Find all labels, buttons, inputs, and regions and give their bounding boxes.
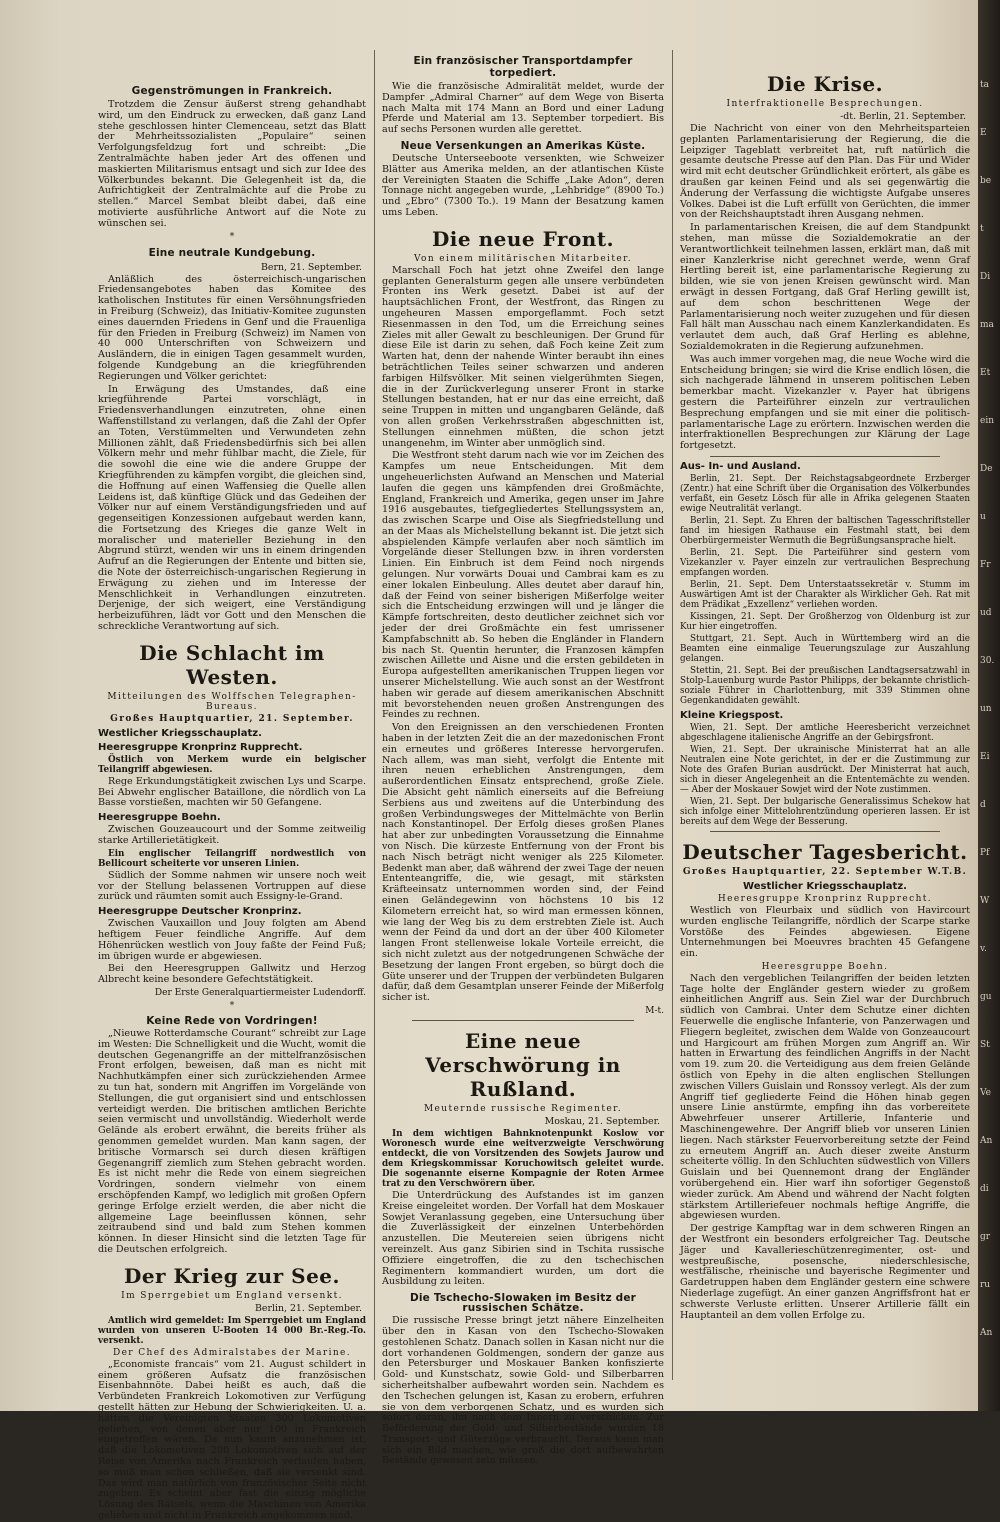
section-heading: Westlicher Kriegsschauplatz. xyxy=(743,880,907,892)
paragraph: Was auch immer vorgehen mag, die neue Woche wird die Entscheidung bringen; sie wird die Krise endlich lösen, die sich nachgerade lähmend in unserem politischen Leben bemerkbar macht. Vizekanzler v. Payer hat übrigens gestern die Parteiführer einzeln zur vertraulichen Besprechung empfangen und sie mit einer die politisch-parlamentarische Lage zu erörtern. Inzwischen werden die interfraktionellen Besprechungen zur Klärung der Lage fortgesetzt. xyxy=(680,353,970,452)
paragraph: Deutsche Unterseeboote versenkten, wie Schweizer Blätter aus Amerika melden, an der atlantischen Küste der Vereinigten Staaten die Schiffe „Lake Adon“, deren Tonnage nicht angegeben wurde, „Lehbridge“ (8900 To.) und „Ebro“ (7300 To.). 19 Mann der Besatzung kamen ums Leben. xyxy=(382,152,664,218)
section-heading: Aus- In- und Ausland. xyxy=(680,460,801,472)
gutter-fragment: d xyxy=(980,800,986,810)
subheadline: Im Sperrgebiet um England versenkt. xyxy=(121,1290,343,1301)
paragraph: In dem wichtigen Bahnknotenpunkt Koslow vor Woronesch wurde eine weitverzweigte Verschwörung entdeckt, die von Vorsitzenden des Sowjets Jaurow und dem Kriegskommissar Koruchowitsch geleitet wurde. Die sogenannte eiserne Kompagnie der Roten Armee trat zu den Verschwörern über. xyxy=(382,1128,664,1189)
column-rule xyxy=(672,50,673,1380)
paragraph: Stettin, 21. Sept. Bei der preußischen Landtagsersatzwahl in Stolp-Lauenburg wurde Pastor Philipps, der bekannte christlich-soziale Führer in Charlottenburg, mit 339 Stimmen ohne Gegenkandidaten gewählt. xyxy=(680,665,970,706)
gutter-fragment: ru xyxy=(980,1280,991,1290)
dateline: Moskau, 21. September. xyxy=(544,1115,660,1127)
paragraph: Stuttgart, 21. Sept. Auch in Württemberg wird an die Beamten eine einmalige Teuerungszulage zur Auszahlung gelangen. xyxy=(680,633,970,664)
gutter-fragment: Fr xyxy=(980,560,991,570)
gutter-fragment: W xyxy=(980,896,990,906)
dateline: -dt. Berlin, 21. September. xyxy=(840,111,966,122)
paragraph: In parlamentarischen Kreisen, die auf dem Standpunkt stehen, man müsse die Sozialdemokratie an der Verantwortlichkeit teilnehmen lassen, erklärt man, daß mit einer Kanzlerkrise nicht gerechnet werde, wenn Graf Hertling bereit ist, eine parlamentarische Regierung zu bilden, wie sie von jenen Kreisen gewünscht wird. Man erwägt in dessen Fortgang, daß Graf Herling gewillt ist, auf dem schon beschrittenen Wege der Parlamentarisierung noch weiter zuzugehen und für diesen Fall hält man Ausschau nach einem Kanzlerkandidaten. Es verlautet dem auch, daß Graf Herling es ablehne, Sozialdemokraten in die Regierung aufzunehmen. xyxy=(680,222,970,352)
headline-large: Der Krieg zur See. xyxy=(123,1263,340,1288)
paragraph: Westlich von Fleurbaix und südlich von Havircourt wurden englische Teilangriffe, nördlich der Scarpe starke Vorstöße des Feindes abgewiesen. Eigene Unternehmungen bei Moeuvres brachten 45 Gefangene ein. xyxy=(680,904,970,960)
paragraph: Anläßlich des österreichisch-ungarischen Friedensangebotes haben das Komitee des katholischen Institutes für einen Versöhnungsfrieden in Freiburg (Schweiz), das Initiativ-Komitee zugunsten eines dauernden Friedens in Genf und die Frauenliga für den Frieden in Freiburg (Schweiz) im Namen von 40 000 Unterschriften von Schweizern und Ausländern, die in einigen Tagen gesammelt wurden, folgende Kundgebung an die kriegführenden Regierungen und Völker gerichtet: xyxy=(98,273,366,382)
gutter-fragment: De xyxy=(980,464,993,474)
gutter-fragment: u xyxy=(980,512,986,522)
paragraph: Zwischen Gouzeaucourt und der Somme zeitweilig starke Artillerietätigkeit. xyxy=(98,824,366,847)
gutter-fragment: ma xyxy=(980,320,994,330)
paragraph: Wie die französische Admiralität meldet, wurde der Dampfer „Admiral Charner“ auf dem Wege von Biserta nach Malta mit 174 Mann an Bord und einer Ladung Pferde und Material am 13. September torpediert. Bis auf sechs Personen wurden alle gerettet. xyxy=(382,81,664,136)
paragraph: Ein englischer Teilangriff nordwestlich von Bellicourt scheiterte vor unseren Linien. xyxy=(98,848,366,869)
paragraph: Amtlich wird gemeldet: Im Sperrgebiet um England wurden von unseren U-Booten 14 000 Br.-Reg.-To. versenkt. xyxy=(98,1315,366,1346)
subheadline: Von einem militärischen Mitarbeiter. xyxy=(413,253,633,264)
headline: Die Tschecho-Slowaken im Besitz der russischen Schätze. xyxy=(409,1292,637,1315)
paragraph: Südlich der Somme nahmen wir unsere noch weit vor der Stellung belassenen Vortruppen auf diese zurück und räumten somit auch Essigny-le-Grand. xyxy=(98,869,366,903)
headline-large: Deutscher Tagesbericht. xyxy=(682,839,968,864)
column-rule xyxy=(374,50,375,1380)
paragraph: Berlin, 21. Sept. Der Reichstagsabgeordnete Erzberger (Zentr.) hat eine Schrift über die Organisation des Völkerbundes verfaßt, ein Gesetz Lösch für alle in Afrika gelegenen Staaten ewige Neutralität verlangt. xyxy=(680,473,970,514)
gutter-fragment: Di xyxy=(980,272,991,282)
gutter-fragment: be xyxy=(980,176,992,186)
headline: Ein französischer Transportdampfer torpediert. xyxy=(413,55,633,79)
signature: Der Chef des Admiralstabes der Marine. xyxy=(112,1347,352,1358)
section-heading: Westlicher Kriegsschauplatz. xyxy=(98,727,262,739)
gutter-fragment: An xyxy=(980,1328,993,1338)
gutter-fragment: v. xyxy=(980,944,987,954)
gutter-fragment: 30. xyxy=(980,656,995,666)
hq-line: Großes Hauptquartier, 22. September W.T.B. xyxy=(682,866,968,877)
gutter-fragment: un xyxy=(980,704,992,714)
paragraph: Trotzdem die Zensur äußerst streng gehandhabt wird, um den Eindruck zu erwecken, daß ganz Land stehe geschlossen hinter Clemenceau, setzt das Blatt der Mehrheitssozialisten „Populaire“ seinen Verfolgungsfeldzug fort und schreibt: „Die Zentralmächte haben jeder Art des offenen und maskierten Militarismus entsagt und sich zur Idee des Völkerbundes bekannt. Die Gelegenheit ist da, die Aufrichtigkeit der Zentralmächte auf die Probe zu stellen.“ Marcel Sembat bleibt dabei, daß eine motivierte ausführliche Antwort auf die Note zu wünschen sei. xyxy=(98,99,366,229)
subheadline: Interfraktionelle Besprechungen. xyxy=(726,99,924,109)
binding-gutter xyxy=(978,0,1000,1411)
gutter-fragment: E xyxy=(980,128,987,138)
army-group-heading: Heeresgruppe Boehn. xyxy=(98,812,221,824)
hq-line: Großes Hauptquartier, 21. September. xyxy=(110,713,354,724)
divider xyxy=(710,456,940,457)
army-group-heading: Heeresgruppe Boehn. xyxy=(761,961,889,972)
paragraph: Bei den Heeresgruppen Gallwitz und Herzog Albrecht keine besondere Gefechtstätigkeit. xyxy=(98,963,366,986)
army-group-heading: Heeresgruppe Kronprinz Rupprecht. xyxy=(717,893,933,904)
headline-large: Die Krise. xyxy=(766,72,884,96)
gutter-fragment: di xyxy=(980,1184,989,1194)
gutter-fragment: gu xyxy=(980,992,992,1002)
paragraph: Wien, 21. Sept. Der amtliche Heeresbericht verzeichnet abgeschlagene italienische Angriffe an der Gebirgsfront. xyxy=(680,722,970,743)
column-3 xyxy=(680,64,970,1394)
gutter-fragment: St xyxy=(980,1040,990,1050)
column-2 xyxy=(382,50,664,1467)
headline-large: Die neue Front. xyxy=(431,226,615,251)
paragraph: Nach den vergeblichen Teilangriffen der beiden letzten Tage holte der Engländer gestern wieder zu großem einheitlichen Angriff aus. Sein Ziel war der Durchbruch südlich von Cambrai. Unter dem Schutze einer dichten Feuerwelle die englische Infanterie, von Panzerwagen und Fliegern begleitet, zwischen dem Walde von Gonzeaucourt und Hargicourt am frühen Morgen zum Angriff an. Wir hatten in Erwartung des feindlichen Angriffs in der Nacht vom 19. zum 20. die Verteidigung aus dem freien Gelände östlich von Epehy in die alten englischen Stellungen zwischen Villers Guislain und Ronssoy verlegt. Als der zum Angriff tief gegliederte Feind die Höhen hinab gegen unsere Linie anstürmte, empfing ihn das vorbereitete Abwehrfeuer unserer Artillerie, Infanterie und Maschinengewehre. Der Angriff blieb vor unseren Linien liegen. Nach stärkster Feuervorbereitung setzte der Feind zu erneutem Angriff an. Auch dieser zweite Ansturm scheiterte völlig. In den Schluchten südwestlich von Villers Guislain und bei Quennemont drang der Engländer vorübergehend ein. Hier warf ihn sofortiger Gegenstoß wieder zurück. Am Abend und während der Nacht folgten stärkstem Artilleriefeuer nochmals heftige Angriffe, die abgewiesen wurden. xyxy=(680,972,970,1222)
gutter-fragment: Et xyxy=(980,368,991,378)
paragraph: Berlin, 21. Sept. Dem Unterstaatssekretär v. Stumm im Auswärtigen Amt ist der Charakter als Wirklicher Geh. Rat mit dem Prädikat „Exzellenz“ verliehen worden. xyxy=(680,579,970,610)
headline-large: Die Schlacht im Westen. xyxy=(139,640,325,689)
paragraph: Östlich von Merkem wurde ein belgischer Teilangriff abgewiesen. xyxy=(98,754,366,775)
paragraph: Die Westfront steht darum nach wie vor im Zeichen des Kampfes um neue Entscheidungen. Mit dem ungeheuerlichsten Aufwand an Menschen und Material laufen die gegen uns kämpfenden drei Großmächte, England, Frankreich und Amerika, gegen unser im Jahre 1916 ausgebautes, tiefgegliedertes Stellungssystem an, das zwischen Scarpe und Oise als Siegfriedstellung und an der Maas als Michelstellung bekannt ist. Die jetzt sich abspielenden Kämpfe verlaufen aber noch sämtlich im Vorgelände dieser Stellungen bzw. in ihren vordersten Linien. Ein Einbruch ist dem Feind noch nirgends gelungen. Nur vorwärts Douai und Cambrai kam es zu einer lokalen Einbeulung. Alles deutet aber darauf hin, daß der Feind von seiner bisherigen Mißerfolge weiter sich die Entscheidung erzwingen will und je länger die Kämpfe fortschreiten, desto deutlicher zeichnet sich vor jeder der drei Großmächte ein fest umrissener Kampfabschnitt ab. So heben die Engländer in Flandern bis nach St. Quentin herunter, die Franzosen kämpfen zwischen Aillette und Aisne und die ersten gebildeten in Europa aufgestellten amerikanischen Truppen liegen vor unserer Michelstellung. Wie auch sonst an der Westfront haben wir gerade auf diesem amerikanischen Abschnitt mit bevorstehenden neuen großen Anstrengungen des Feindes zu rechnen. xyxy=(382,450,664,721)
headline: Eine neutrale Kundgebung. xyxy=(148,246,316,259)
separator: * xyxy=(229,1001,235,1012)
paragraph: In Erwägung des Umstandes, daß eine kriegführende Partei vorschlägt, in Friedensverhandlungen einzutreten, ohne einen Waffenstillstand zu verlangen, daß die Zahl der Opfer an Toten, Verstümmelten und Verwundeten zehn Millionen zählt, daß Friedensbedürfnis sich bei allen Völkern mehr und mehr fühlbar macht, die Ziele, für die sowohl die eine wie die andere Gruppe der Kriegführenden zu kämpfen vorgibt, die gleichen sind, die Hoffnung auf einen Waffensieg die Quelle allen Leidens ist, daß künftige Glück und das Gedeihen der Völker nur auf einem Verständigungsfrieden und auf gegenseitigen Konzessionen aufgebaut werden kann, die Fortsetzung des Krieges die ganze Welt in moralischer und materieller Beziehung in den Abgrund stürzt, wenden wir uns in einem dringenden Aufruf an die Regierungen der Entente und bitten sie, die Note der österreichisch-ungarischen Regierung in Erwägung zu ziehen und im Interesse der Menschlichkeit in Verhandlungen einzutreten. Derjenige, der sich weigert, eine Verständigung herbeizuführen, lädt vor Gott und den Menschen die schreckliche Verantwortung auf sich. xyxy=(98,383,366,633)
separator: * xyxy=(229,231,235,242)
paragraph: Kissingen, 21. Sept. Der Großherzog von Oldenburg ist zur Kur hier eingetroffen. xyxy=(680,611,970,632)
gutter-fragment: Pf xyxy=(980,848,990,858)
gutter-fragment: t xyxy=(980,224,984,234)
paragraph: Von den Ereignissen an den verschiedenen Fronten haben in der letzten Zeit die an der mazedonischen Front ein erneutes und größeres Interesse hervorgerufen. Nach allem, was man sieht, verfolgt die Entente mit ihren neuen erheblichen Anstrengungen, dem außerordentlichen Einsatz entsprechend, große Ziele. Die Absicht geht nämlich einerseits auf die Befreiung Serbiens aus und zweitens auf die Unterbindung des großen Verbindungsweges der Mittelmächte von Berlin nach Konstantinopel. Der Erfolg dieses großen Planes hat aber zur unbedingten Voraussetzung die Einnahme von Nisch. Die kürzeste Entfernung von der Front bis nach Nisch beträgt nicht weniger als 225 Kilometer. Bedenkt man aber, daß während der zwei Tage der neuen Ententeangriffe, die, wie gesagt, mit stärksten Kräfteeinsatz unternommen worden sind, der Feind einen Geländegewinn von höchstens 10 bis 12 Kilometern erreicht hat, so wird man ermessen können, wie lang der Weg bis zu dem erstrebten Ziele ist. Auch wenn der Feind da und dort an der über 400 Kilometer langen Front stellenweise lokale Vorteile erreicht, die sich nicht zuletzt aus der notgedrungenen Schwäche der Besetzung der langen Front ergeben, so bürgt doch die Güte unserer und der Truppen der verbündeten Bulgaren dafür, daß dem Gesamtplan unserer Feinde der Mißerfolg sicher ist. xyxy=(382,722,664,1004)
divider xyxy=(710,831,940,832)
paragraph: Zwischen Vauxaillon und Jouy folgten am Abend heftigem Feuer feindliche Angriffe. Auf dem Höhenrücken westlich von Jouy faßte der Feind Fuß; im übrigen wurde er abgewiesen. xyxy=(98,918,366,962)
paragraph: Berlin, 21. Sept. Zu Ehren der baltischen Tagesschriftsteller fand im hiesigen Rathause ein Festmahl statt, bei dem Oberbürgermeister Wermuth die Begrüßungsansprache hielt. xyxy=(680,515,970,546)
divider xyxy=(412,1020,634,1021)
headline: Neue Versenkungen an Amerikas Küste. xyxy=(400,139,646,152)
dateline: Bern, 21. September. xyxy=(261,261,362,273)
gutter-fragment: An xyxy=(980,1136,993,1146)
gutter-fragment: ein xyxy=(980,416,995,426)
column-1 xyxy=(98,80,366,1521)
paragraph: Der gestrige Kampftag war in dem schweren Ringen an der Westfront ein besonders erfolgreicher Tag. Deutsche Jäger und Kavallerieschützenregimenter, ost- und westpreußische, posensche, niederschlesische, westfälische, rheinische und bayerische Regimenter und Gardetruppen haben dem Engländer gestern eine schwere Niederlage zugefügt. An einer ganzen Angriffsfront hat er schwerste Verluste erlitten. Unserer Artillerie fällt ein Hauptanteil an dem vollen Erfolge zu. xyxy=(680,1223,970,1321)
headline: Keine Rede von Vordringen! xyxy=(146,1015,318,1028)
paragraph: Marschall Foch hat jetzt ohne Zweifel den lange geplanten Generalsturm gegen alle unsere verbündeten Fronten ins Werk gesetzt. Dabei ist auf der hauptsächlichen Front, der Westfront, das Ringen zu ungeheuren Massen emporgeflammt. Foch setzt Riesenmassen in den Tod, um die Erreichung seines Zieles mit aller Gewalt zu beschleunigen. Der Grund für diese Eile ist darin zu sehen, daß Foch keine Zeit zum Warten hat, denn der nahende Winter beraubt ihn eines beträchtlichen Teiles seiner schwarzen und anderen farbigen Hilfsvölker. Mit seinen vielgerühmten Siegen, die in der Zurückverlegung unserer Front in starke Stellungen bestanden, hat er nur das eine erreicht, daß seine Truppen in mitten und ungangbaren Gelände, daß von allen großen Verkehrsstraßen abgeschnitten ist, Stellungen einnehmen müßten, die schon jetzt unangenehm, im Winter aber unmöglich sind. xyxy=(382,264,664,449)
headline-large: Eine neue Verschwörung in Rußland. xyxy=(425,1028,621,1101)
paragraph: „Economiste francais“ vom 21. August schildert in einem größeren Aufsatz die französischen Eisenbahnnöte. Dabei heißt es auch, daß die Verbündeten Frankreich Lokomotiven zur Verfügung gestellt hätten zur Hebung der Schwierigkeiten. U. a. hätten die Vereinigten Staaten 300 Lokomotiven geliehen, von denen aber nur 100 in Frankreich eingetroffen wären. Da nun kaum anzunehmen ist, daß die Lokomotiven 200 Lokomotiven sich auf der Reise von Amerika nach Frankreich verlaufen haben, so muß man schon schließen, daß sie versenkt sind. Das wird man natürlich von französischer Seite nicht zugeben. Es scheint aber fast die einzig mögliche Lösung des Rätsels, wenn die Maschinen von Amerika geliehen und nicht in Frankreich angekommen sind. xyxy=(98,1358,366,1521)
signature: M-t. xyxy=(645,1005,664,1016)
army-group-heading: Heeresgruppe Deutscher Kronprinz. xyxy=(98,906,302,918)
gutter-fragment: gr xyxy=(980,1232,991,1242)
paragraph: „Nieuwe Rotterdamsche Courant“ schreibt zur Lage im Westen: Die Schnelligkeit und die Wucht, womit die deutschen Gegenangriffe an der mittelfranzösischen Front erfolgen, beweisen, daß man es nicht mit Nachhutkämpfen einer sich zurückziehenden Armee zu tun hat, sondern mit Angriffen im Vorgelände von Stellungen, die gut organisiert sind und entschlossen verteidigt werden. Die britischen amtlichen Berichte seien vermischt und unvollständig. Wiederholt werde Gelände als erobert erwähnt, die bereits früher als genommen gemeldet wurden. Man kann sagen, der britische Vormarsch sei durch diesen kräftigen Gegenangriff ziemlich zum Stehen gebracht worden. Es ist nicht mehr die Rede von einem siegreichen Vordringen, sondern vielmehr von einem erschöpfenden Kampf, wo lediglich mit großen Opfern geringe Erfolge erzielt werden, die aber nicht die allgemeine Lage beeinflussen können, sehr zeitraubend sind und bald zum Stehen kommen können. In dieser Hinsicht sind die letzten Tage für die Deutschen erfolgreich. xyxy=(98,1028,366,1255)
paragraph: Rege Erkundungstätigkeit zwischen Lys und Scarpe. Bei Abwehr englischer Bataillone, die nördlich von La Basse vorstießen, machten wir 50 Gefangene. xyxy=(98,775,366,809)
subheadline: Mitteilungen des Wolffschen Telegraphen-Bureaus. xyxy=(107,691,357,712)
gutter-fragment: Ve xyxy=(980,1088,991,1098)
paragraph: Die Nachricht von einer von den Mehrheitsparteien geplanten Parlamentarisierung der Regierung, die die Leipziger Tageblatt verbreitet hat, ruft natürlich die gesamte deutsche Presse auf den Plan. Das Für und Wider wird mit echt deutscher Gründlichkeit erörtert, als gäbe es draußen gar keinen Feind und als sei gegenwärtig die Änderung der Verfassung die wichtigste Aufgabe unseres Volkes. Dabei ist die Luft erfüllt von Gerüchten, die immer von der Reichshauptstadt ihren Ausgang nehmen. xyxy=(680,123,970,221)
subheadline: Meuternde russische Regimenter. xyxy=(423,1103,623,1114)
paragraph: Die Unterdrückung des Aufstandes ist im ganzen Kreise eingeleitet worden. Der Vorfall hat dem Moskauer Sowjet Veranlassung gegeben, eine Untersuchung über die Zuverlässigkeit der einzelnen Unterbehörden anzustellen. Die Meutereien seien übrigens nicht vereinzelt. Aus ganz Sibirien sind in Tschita russische Offiziere eingetroffen, die zu den tschechischen Regimentern kommandiert wurden, um dort die Ausbildung zu leiten. xyxy=(382,1189,664,1288)
paragraph: Wien, 21. Sept. Der bulgarische Generalissimus Schekow hat sich infolge einer Mittelohrentzündung operieren lassen. Er ist bereits auf dem Wege der Besserung. xyxy=(680,796,970,827)
paragraph: Wien, 21. Sept. Der ukrainische Ministerrat hat an alle Neutralen eine Note gerichtet, in der er die Zustimmung zur Note des Grafen Burian ausdrückt. Der Ministerrat hat auch, sich in dieser Angelegenheit an die Ententemächte zu wenden. — Aber der Moskauer Sowjet wird der Note zustimmen. xyxy=(680,744,970,795)
section-heading: Kleine Kriegspost. xyxy=(680,709,784,721)
headline: Gegenströmungen in Frankreich. xyxy=(131,85,333,97)
gutter-fragment: ud xyxy=(980,608,992,618)
dateline: Berlin, 21. September. xyxy=(255,1302,362,1314)
gutter-fragment: Ei xyxy=(980,752,990,762)
signature: Der Erste Generalquartiermeister Ludendorff. xyxy=(154,988,366,999)
gutter-fragment: ta xyxy=(980,80,989,90)
paragraph: Berlin, 21. Sept. Die Parteiführer sind gestern vom Vizekanzler v. Payer einzeln zur vertraulichen Besprechung empfangen worden. xyxy=(680,547,970,578)
army-group-heading: Heeresgruppe Kronprinz Rupprecht. xyxy=(98,741,303,753)
paragraph: Die russische Presse bringt jetzt nähere Einzelheiten über den in Kasan von den Tschecho-Slowaken gestohlenen Schatz. Danach sollen in Kasan nicht nur die dort vorhandenen Goldmengen, sondern der ganze aus den Petersburger und Moskauer Banken konfiszierte Gold- und Kunstschatz, sowie Gold- und Silberbarren sicherheitshalber aufbewahrt worden sein. Nachdem es den Tschechen gelungen ist, Kasan zu erobern, erfuhren sie von dem verborgenen Schatz, und es wurden sich sofort daran, ihn nach dem Innern zu verschicken. Zur Beförderung der Gold- und Silberbestände wurden 18 Transport- und Güterzüge verbraucht. Daraus kann man sich ein Bild machen, wie groß die dort aufbewahrten Bestände gewesen sein müssen. xyxy=(382,1315,664,1467)
